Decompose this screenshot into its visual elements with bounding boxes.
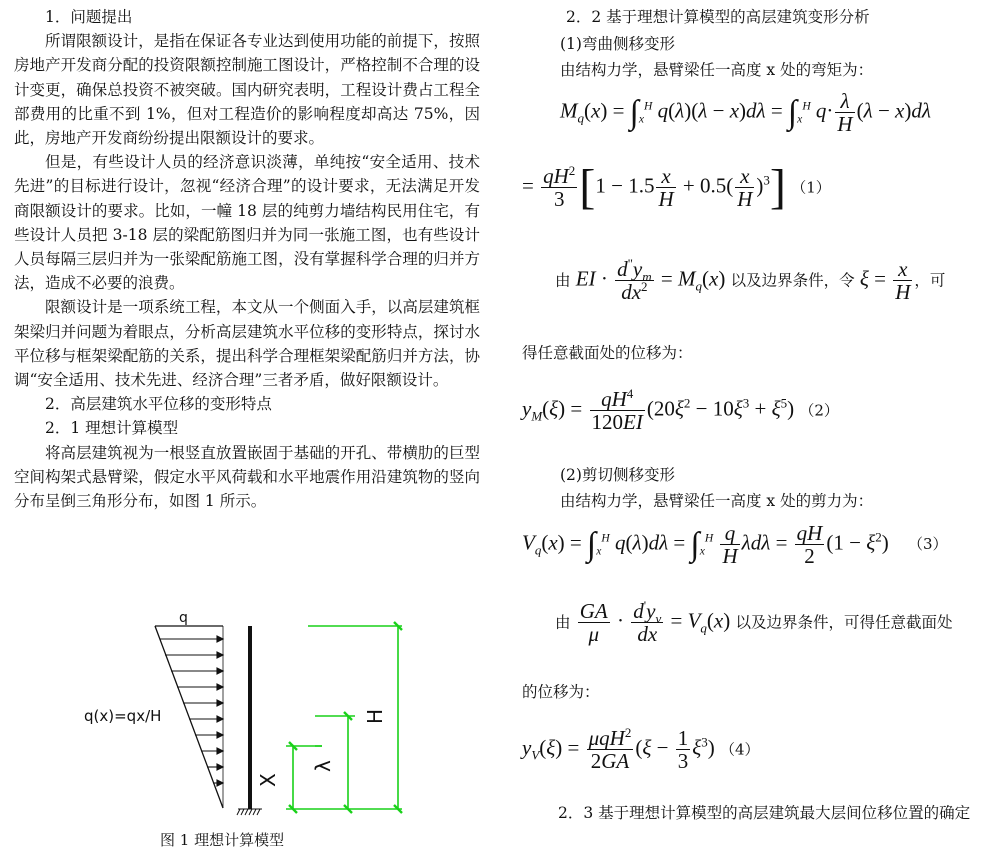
equation-bending-moment: $M_q(x) = \int_x^H$ $q(\lambda)(\lambda - x)d\lambda = \int_x^H$ q· $\frac{\lambda}{H}$ (λ − x)dλ xyxy=(560,89,931,137)
dimension-label-x: X xyxy=(256,773,280,787)
text-boundary-any: 以及边界条件，可得任意截面处 xyxy=(735,613,953,632)
equation-number-2: （2） xyxy=(799,401,839,420)
load-arrows xyxy=(160,636,223,786)
load-formula-label: q(x)=qx/H xyxy=(84,707,162,725)
text-ke: ，可 xyxy=(914,271,946,290)
section-2-1-heading: 2．1 理想计算模型 xyxy=(45,419,179,438)
text-you: 由 xyxy=(555,271,571,290)
text-displacement-2: 的位移为： xyxy=(522,683,600,701)
triangular-load xyxy=(155,626,223,808)
section-2-heading: 2．高层建筑水平位移的变形特点 xyxy=(45,395,272,414)
dimension-label-lambda: λ xyxy=(311,760,335,772)
equation-bending-displacement: $y_M(\xi)$ = $\frac{qH^4}{120EI}$ $(20\xi^2 - 10\xi^3 + \xi^5)$ （2） xyxy=(522,386,839,435)
equation-number-4: （4） xyxy=(719,740,760,759)
equation-number-1: （1） xyxy=(791,178,831,197)
paragraph-intro: 所谓限额设计，是指在保证各专业达到使用功能的前提下，按照房地产开发商分配的投资限额控制施工图设计，严格控制不合理的设计变更，确保总投资不被突破。国内研究表明，工程设计费占工程全部费用的比重不到 1%，但对工程造价的影响程度却高达 75%，因此，房地产开发商纷纷提出限额设计的要求。 xyxy=(14,32,480,148)
text-shear-force: 由结构力学，悬臂梁任一高度 x 处的剪力为： xyxy=(560,492,874,510)
text-shear-condition: 由 $\frac{GA}{\mu}$ · $\frac{d'y_v}{dx}$ = $V_q(x)$ 以及边界条件，可得任意截面处 xyxy=(555,598,953,647)
text-deflection-condition: 由 EI · $\frac{d^"y_m}{dx^2}$ = $M_q(x)$ 以及边界条件，令 ξ = $\frac{x}{H}$ ，可 xyxy=(555,256,946,305)
section-2-3-heading: 2．3 基于理想计算模型的高层建筑最大层间位移位置的确定 xyxy=(558,804,971,822)
subsection-shear: (2)剪切侧移变形 xyxy=(560,466,675,484)
text-bending-moment: 由结构力学，悬臂梁任一高度 x 处的弯矩为： xyxy=(560,61,874,79)
paragraph-approach: 限额设计是一项系统工程，本文从一个侧面入手，以高层建筑框架梁归并问题为着眼点，分析高层建筑水平位移的变形特点，探讨水平位移与框架梁配筋的关系，提出科学合理框架梁配筋归并方法，协调“安全适用、技术先进、经济合理”三者矛盾，做好限额设计。 xyxy=(14,298,480,390)
section-2-2-heading: 2．2 基于理想计算模型的高层建筑变形分析 xyxy=(566,8,870,26)
section-1-heading: 1．问题提出 xyxy=(45,8,133,26)
figure-1-caption: 图 1 理想计算模型 xyxy=(160,831,285,849)
paragraph-model: 将高层建筑视为一根竖直放置嵌固于基础的开孔、带横肋的巨型空间构架式悬臂梁，假定水平风荷载和水平地震作用沿建筑物的竖向分布呈倒三角形分布，如图 1 所示。 xyxy=(14,443,480,511)
subsection-bending: (1)弯曲侧移变形 xyxy=(560,35,675,53)
paragraph-problem: 但是，有些设计人员的经济意识淡薄，单纯按“安全适用、技术先进”的目标进行设计，忽视“经济合理”的设计要求，无法满足开发商限额设计的要求。比如，一幢 18 层的纯剪力墙结构民用住宅，有些设计人员把 3-18 层的梁配筋图归并为同一张施工图，也有些设计人员每隔三层归并为一张梁配筋施工图，没有掌握科学合理的归并方法，造成不必要的浪费。 xyxy=(14,153,480,293)
text-you-2: 由 xyxy=(555,613,571,632)
equation-bending-moment-result: = $\frac{qH^2}{3}$ [1 − 1.5 $\frac{x}{H}$ + 0.5( $\frac{x}{H}$ )$^3$] （1） xyxy=(522,161,831,214)
equation-number-3: （3） xyxy=(907,535,948,554)
text-boundary-let: 以及边界条件，令 xyxy=(730,271,855,290)
text-displacement-any-section: 得任意截面处的位移为： xyxy=(522,344,693,362)
dimension-label-h: H xyxy=(363,708,387,724)
load-label-q: q xyxy=(179,612,188,626)
fixed-support xyxy=(237,809,262,815)
equation-shear-displacement: $y_V(\xi)$ = $\frac{\mu qH^2}{2GA}$ (ξ − $\frac{1}{3}$ $\xi^3$) （4） xyxy=(522,725,760,774)
equation-shear-force: $V_q(x) = \int_x^H$ $q(\lambda)d\lambda = \int_x^H$ $\frac{q}{H}$ λdλ = $\frac{qH}{2}$ $(1 - \xi^2)$ （3） xyxy=(522,521,948,569)
figure-1 xyxy=(80,612,440,822)
left-column xyxy=(14,0,480,513)
cantilever-column xyxy=(248,626,252,809)
figure-1-diagram xyxy=(80,612,440,822)
